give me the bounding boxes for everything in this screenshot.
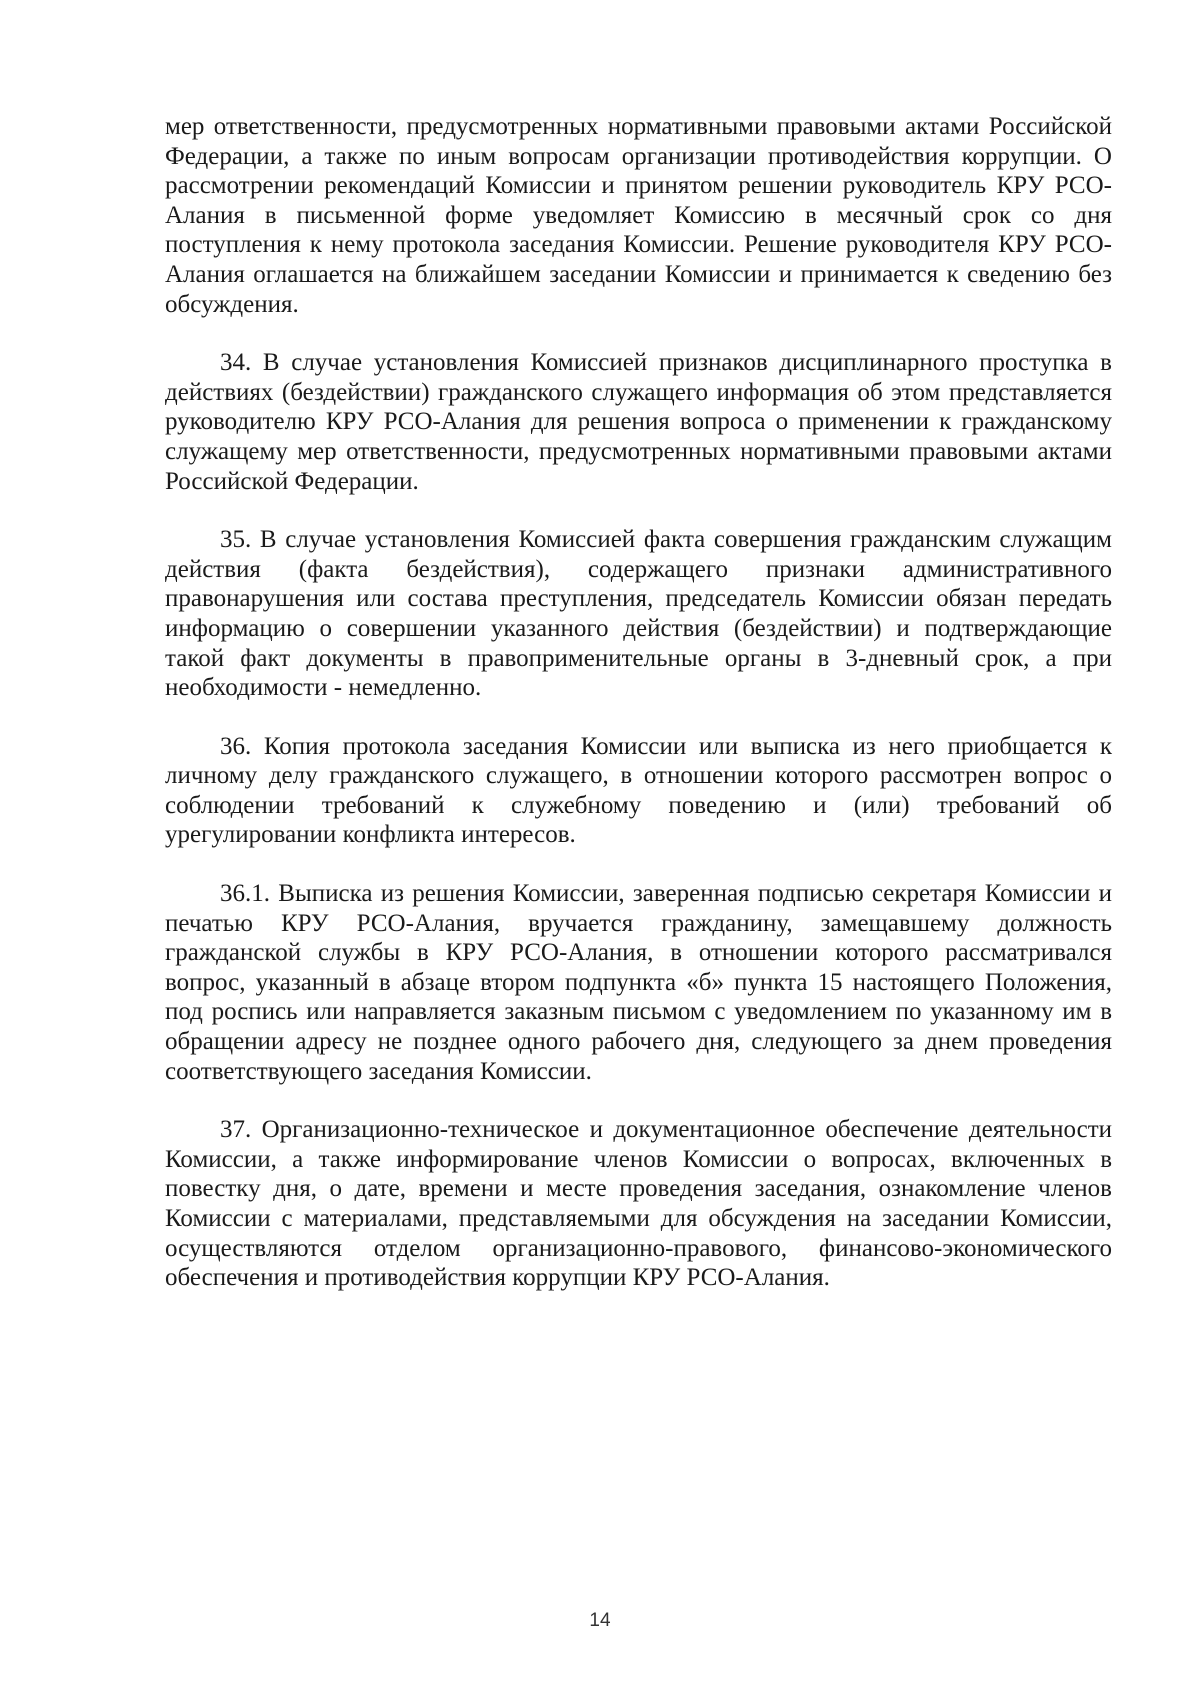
document-body [165, 112, 1112, 1293]
paragraph-35: 35. В случае установления Комиссией факта совершения гражданским служащим действия (факта бездействия), содержащего признаки административного правонарушения или состава преступления, председатель Комиссии обязан передать информацию о совершении указанного действия (бездействии) и подтверждающие такой факт документы в правоприменительные органы в 3-дневный срок, а при необходимости - немедленно. [165, 526, 1112, 702]
paragraph-36-1: 36.1. Выписка из решения Комиссии, заверенная подписью секретаря Комиссии и печатью КРУ РСО-Алания, вручается гражданину, замещавшему должность гражданской службы в КРУ РСО-Алания, в отношении которого рассматривался вопрос, указанный в абзаце втором подпункта «б» пункта 15 настоящего Положения, под роспись или направляется заказным письмом с уведомлением по указанному им в обращении адресу не позднее одного рабочего дня, следующего за днем проведения соответствующего заседания Комиссии. [165, 880, 1112, 1085]
paragraph-continuation: мер ответственности, предусмотренных нормативными правовыми актами Российской Федерации, а также по иным вопросам организации противодействия коррупции. О рассмотрении рекомендаций Комиссии и принятом решении руководитель КРУ РСО-Алания в письменной форме уведомляет Комиссию в месячный срок со дня поступления к нему протокола заседания Комиссии. Решение руководителя КРУ РСО-Алания оглашается на ближайшем заседании Комиссии и принимается к сведению без обсуждения. [165, 113, 1112, 318]
page-number: 14 [589, 1610, 611, 1631]
paragraph-36: 36. Копия протокола заседания Комиссии или выписка из него приобщается к личному делу гражданского служащего, в отношении которого рассмотрен вопрос о соблюдении требований к служебному поведению и (или) требований об урегулировании конфликта интересов. [165, 732, 1112, 849]
paragraph-34: 34. В случае установления Комиссией признаков дисциплинарного проступка в действиях (бездействии) гражданского служащего информация об этом представляется руководителю КРУ РСО-Алания для решения вопроса о применении к гражданскому служащему мер ответственности, предусмотренных нормативными правовыми актами Российской Федерации. [165, 349, 1112, 495]
paragraph-37: 37. Организационно-техническое и документационное обеспечение деятельности Комиссии, а также информирование членов Комиссии о вопросах, включенных в повестку дня, о дате, времени и месте проведения заседания, ознакомление членов Комиссии с материалами, представляемыми для обсуждения на заседании Комиссии, осуществляются отделом организационно-правового, финансово-экономического обеспечения и противодействия коррупции КРУ РСО-Алания. [165, 1116, 1112, 1292]
